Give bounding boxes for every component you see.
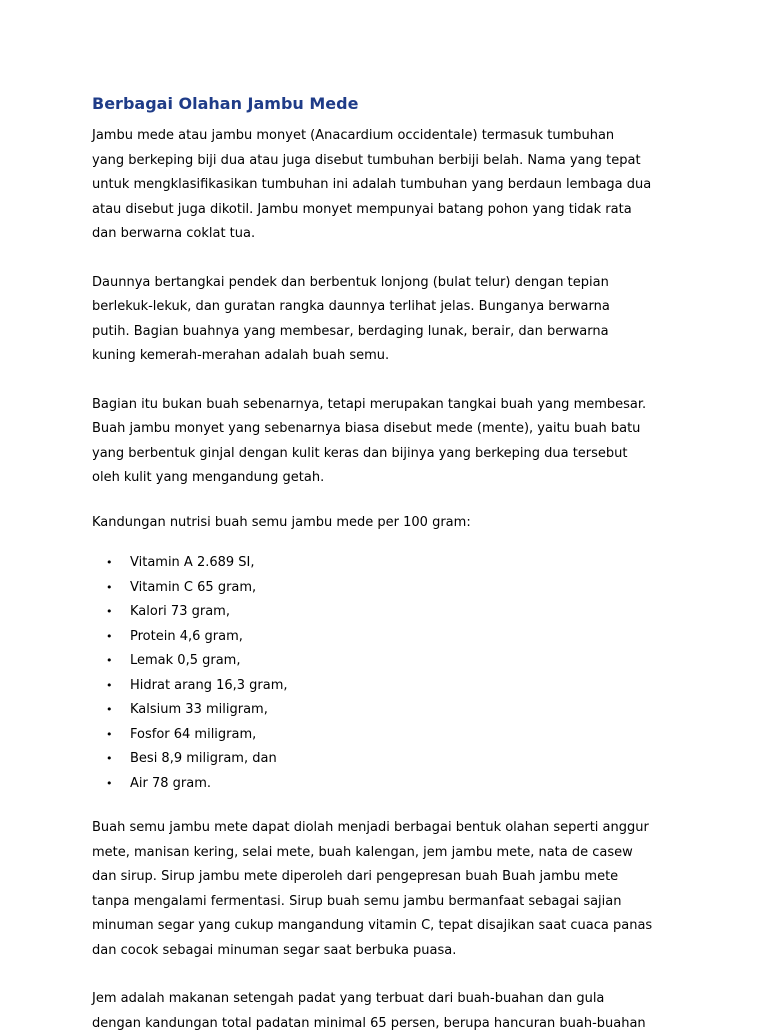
text-line: putih. Bagian buahnya yang membesar, berdaging lunak, berair, dan berwarna bbox=[92, 320, 692, 345]
list-item bbox=[92, 747, 692, 772]
text-line: Jem adalah makanan setengah padat yang terbuat dari buah-buahan dan gula bbox=[92, 987, 692, 1012]
text-line: yang berbentuk ginjal dengan kulit keras dan bijinya yang berkeping dua tersebut bbox=[92, 442, 692, 467]
text-line: dengan kandungan total padatan minimal 65 persen, berupa hancuran buah-buahan bbox=[92, 1012, 692, 1036]
page-title: Berbagai Olahan Jambu Mede bbox=[92, 92, 692, 116]
text-line: oleh kulit yang mengandung getah. bbox=[92, 466, 692, 491]
list-item bbox=[92, 600, 692, 625]
list-item-text: Air 78 gram. bbox=[130, 776, 211, 791]
text-line: berlekuk-lekuk, dan guratan rangka daunnya terlihat jelas. Bunganya berwarna bbox=[92, 295, 692, 320]
text-line: minuman segar yang cukup mangandung vitamin C, tepat disajikan saat cuaca panas bbox=[92, 914, 692, 939]
list-item-text: Vitamin C 65 gram, bbox=[130, 580, 256, 595]
bullet-icon: • bbox=[106, 747, 113, 772]
list-item-text: Kalsium 33 miligram, bbox=[130, 702, 268, 717]
text-line: kuning kemerah-merahan adalah buah semu. bbox=[92, 344, 692, 369]
text-line: Buah jambu monyet yang sebenarnya biasa disebut mede (mente), yaitu buah batu bbox=[92, 417, 692, 442]
text-line: untuk mengklasifikasikan tumbuhan ini adalah tumbuhan yang berdaun lembaga dua bbox=[92, 173, 692, 198]
text-line: Daunnya bertangkai pendek dan berbentuk lonjong (bulat telur) dengan tepian bbox=[92, 271, 692, 296]
list-item bbox=[92, 576, 692, 601]
bullet-icon: • bbox=[106, 649, 113, 674]
text-line: yang berkeping biji dua atau juga disebut tumbuhan berbiji belah. Nama yang tepat bbox=[92, 149, 692, 174]
text-line: Buah semu jambu mete dapat diolah menjadi berbagai bentuk olahan seperti anggur bbox=[92, 816, 692, 841]
text-line: Kandungan nutrisi buah semu jambu mede per 100 gram: bbox=[92, 511, 692, 536]
paragraph-fruit bbox=[92, 393, 692, 491]
bullet-icon: • bbox=[106, 723, 113, 748]
list-item bbox=[92, 551, 692, 576]
text-line: mete, manisan kering, selai mete, buah kalengan, jem jambu mete, nata de casew bbox=[92, 841, 692, 866]
bullet-icon: • bbox=[106, 772, 113, 797]
list-item-text: Besi 8,9 miligram, dan bbox=[130, 751, 277, 766]
text-line: tanpa mengalami fermentasi. Sirup buah semu jambu bermanfaat sebagai sajian bbox=[92, 890, 692, 915]
bullet-icon: • bbox=[106, 674, 113, 699]
nutrition-list bbox=[92, 551, 692, 796]
text-line: dan sirup. Sirup jambu mete diperoleh dari pengepresan buah Buah jambu mete bbox=[92, 865, 692, 890]
list-item-text: Kalori 73 gram, bbox=[130, 604, 230, 619]
list-item bbox=[92, 698, 692, 723]
paragraph-jam bbox=[92, 987, 692, 1036]
list-item bbox=[92, 625, 692, 650]
paragraph-intro bbox=[92, 124, 692, 247]
list-item-text: Lemak 0,5 gram, bbox=[130, 653, 240, 668]
text-line: dan berwarna coklat tua. bbox=[92, 222, 692, 247]
list-item bbox=[92, 772, 692, 797]
paragraph-processing bbox=[92, 816, 692, 963]
list-item-text: Vitamin A 2.689 SI, bbox=[130, 555, 255, 570]
paragraph-nutrition-intro bbox=[92, 511, 692, 536]
list-item-text: Fosfor 64 miligram, bbox=[130, 727, 256, 742]
list-item bbox=[92, 649, 692, 674]
text-line: dan cocok sebagai minuman segar saat berbuka puasa. bbox=[92, 939, 692, 964]
bullet-icon: • bbox=[106, 698, 113, 723]
document-page bbox=[92, 92, 692, 1036]
bullet-icon: • bbox=[106, 600, 113, 625]
text-line: Bagian itu bukan buah sebenarnya, tetapi merupakan tangkai buah yang membesar. bbox=[92, 393, 692, 418]
text-line: Jambu mede atau jambu monyet (Anacardium occidentale) termasuk tumbuhan bbox=[92, 124, 692, 149]
list-item-text: Protein 4,6 gram, bbox=[130, 629, 243, 644]
list-item-text: Hidrat arang 16,3 gram, bbox=[130, 678, 288, 693]
list-item bbox=[92, 674, 692, 699]
bullet-icon: • bbox=[106, 576, 113, 601]
text-line: atau disebut juga dikotil. Jambu monyet mempunyai batang pohon yang tidak rata bbox=[92, 198, 692, 223]
paragraph-leaves bbox=[92, 271, 692, 369]
bullet-icon: • bbox=[106, 625, 113, 650]
bullet-icon: • bbox=[106, 551, 113, 576]
list-item bbox=[92, 723, 692, 748]
